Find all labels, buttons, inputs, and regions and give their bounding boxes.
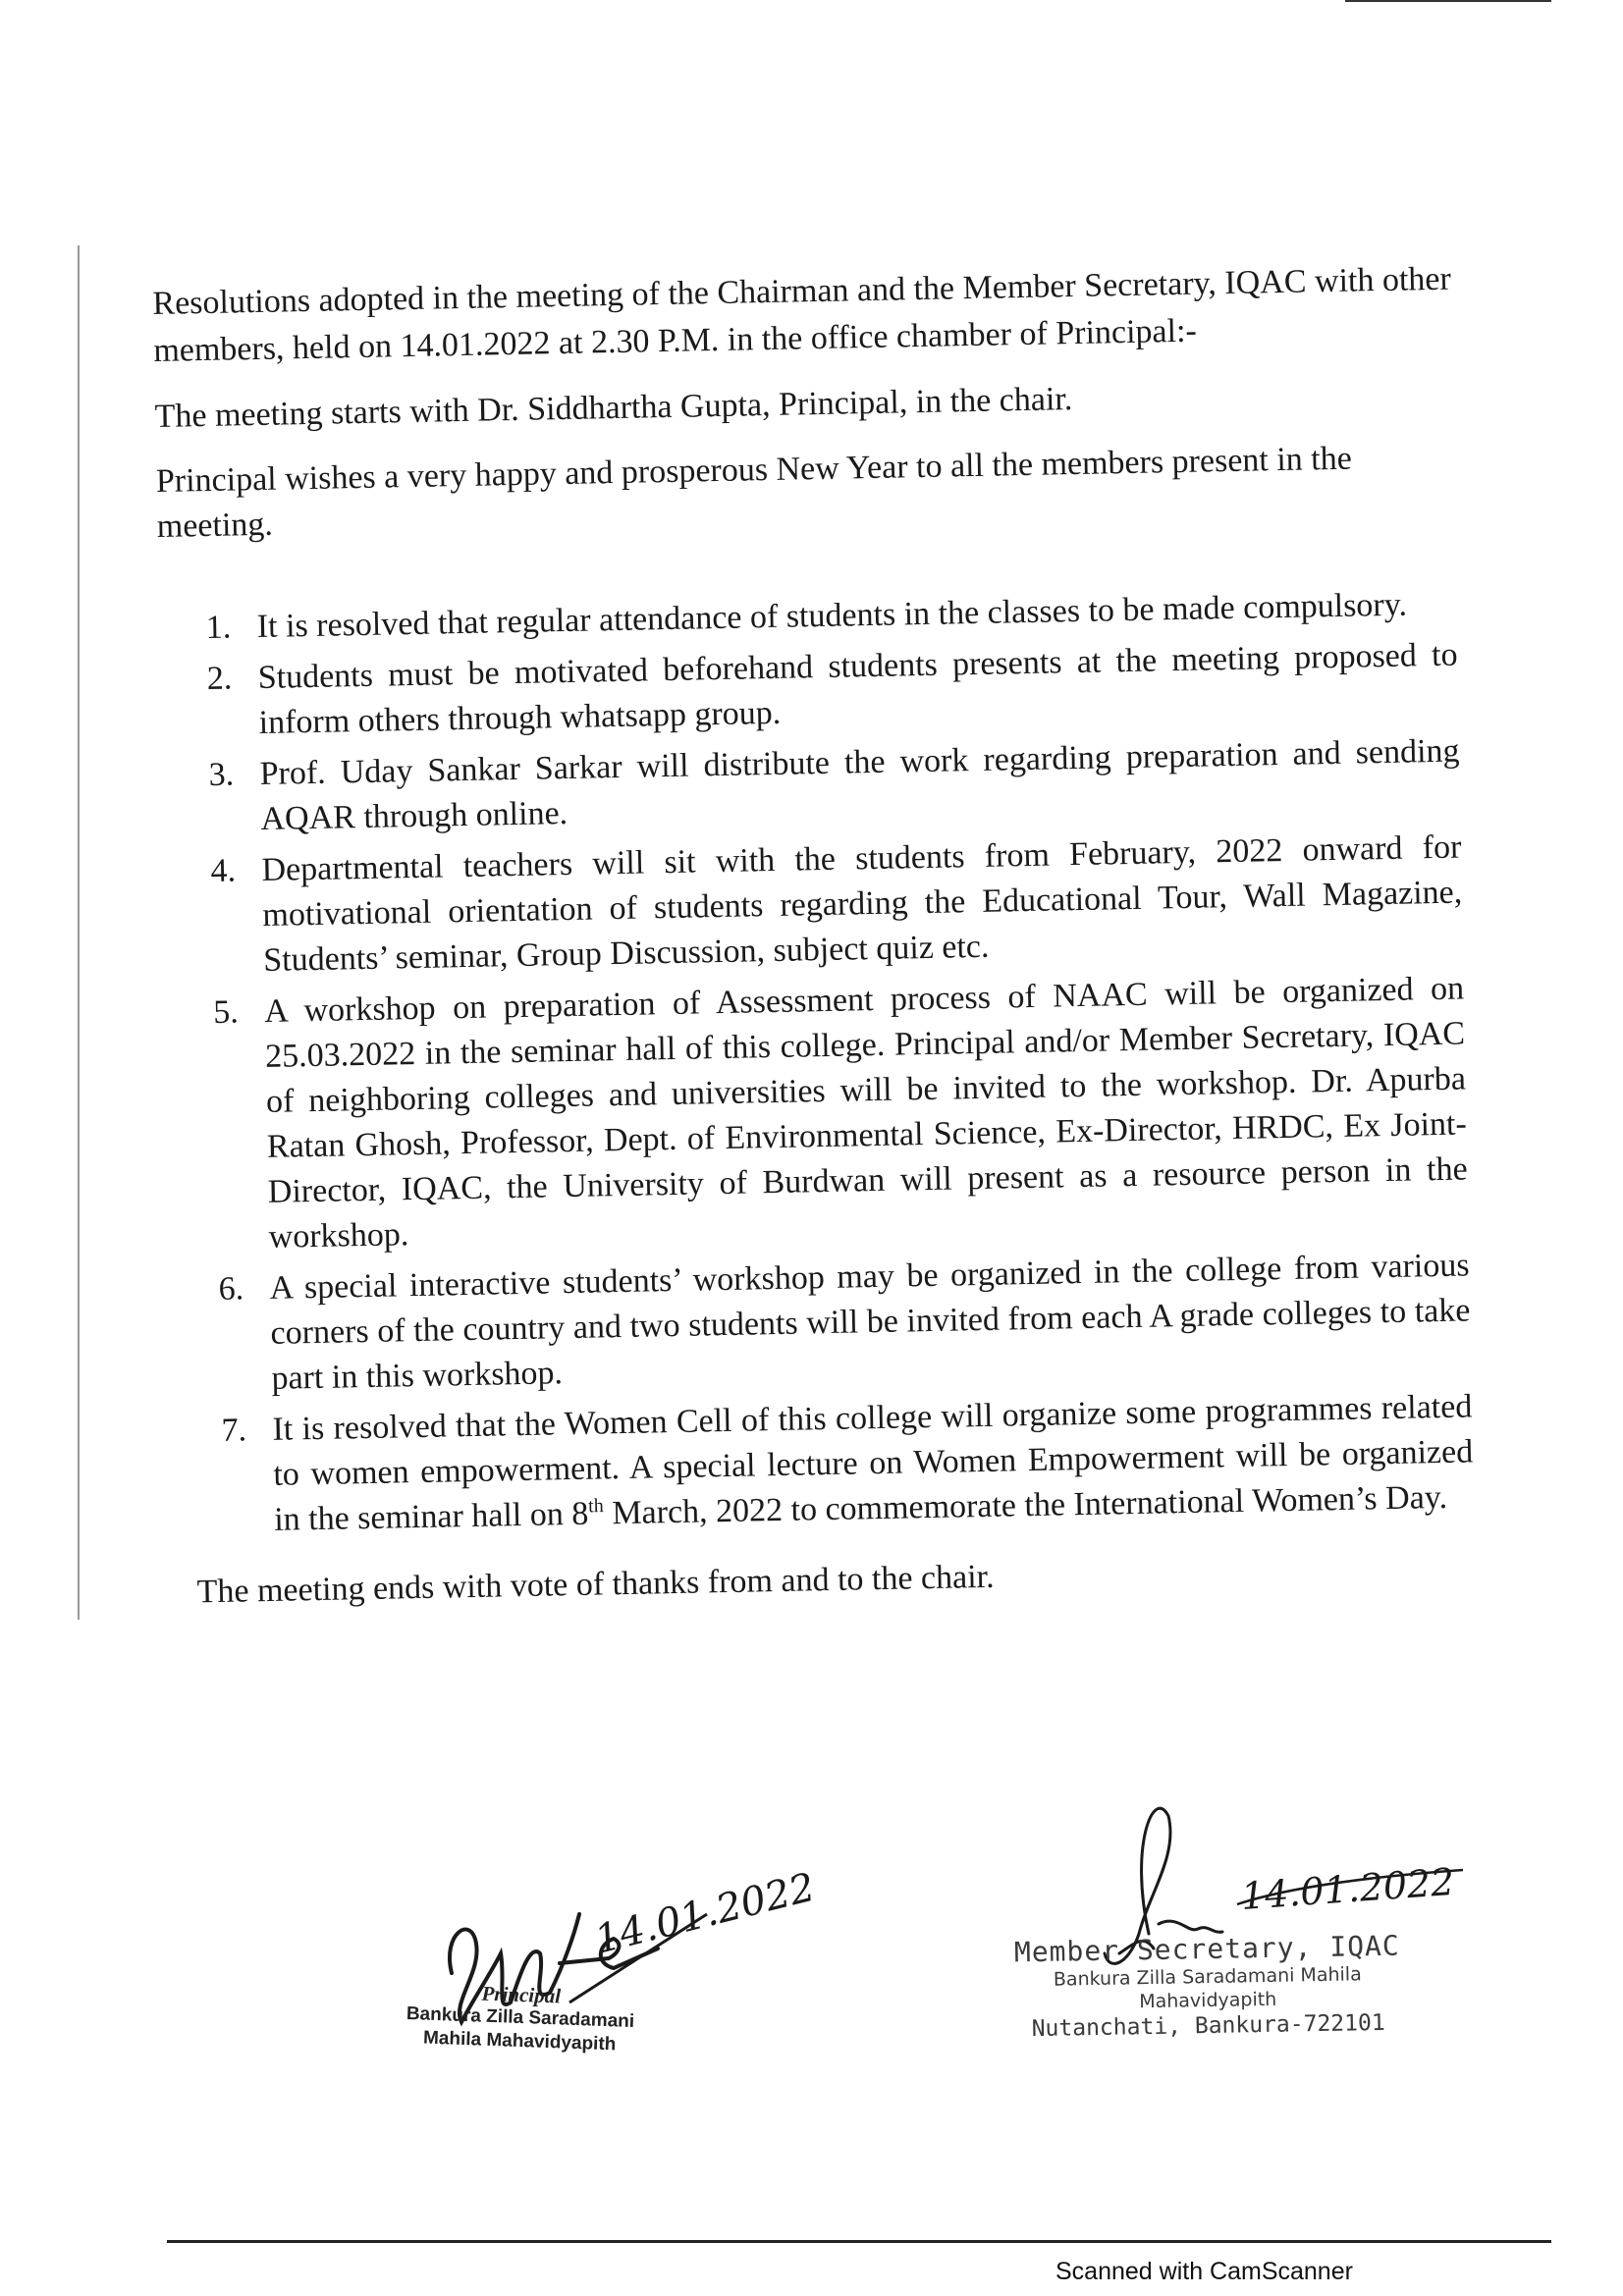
item-text: [272, 1384, 1482, 1543]
item-text: Prof. Uday Sankar Sarkar will distribute the work regarding preparation and sending AQAR through online.: [259, 732, 1460, 837]
document-body: [152, 255, 1484, 1634]
item-text: It is resolved that regular attendance of students in the classes to be made compulsory.: [256, 586, 1408, 646]
stamp-line: Bankura Zilla Saradamani: [406, 2002, 635, 2033]
closing-line: The meeting ends with vote of thanks from and to the chair.: [196, 1558, 995, 1611]
list-item: [163, 825, 1471, 986]
item-number: 7.: [221, 1412, 247, 1449]
stamp-line: Mahila Mahavidyapith: [422, 2027, 617, 2056]
stamp-line: Bankura Zilla Saradamani Mahila Mahavidyapith: [1053, 1963, 1362, 2013]
member-secretary-signature-date: 14.01.2022: [1239, 1859, 1456, 1918]
item-text: Students must be motivated beforehand students presents at the meeting proposed to inform others through whatsapp group.: [257, 636, 1458, 741]
scan-edge-top: [1345, 0, 1551, 2]
scan-edge-left: [78, 245, 80, 1620]
footer-rule: [167, 2240, 1551, 2243]
item-number: 3.: [208, 756, 235, 793]
principal-signature-date: 14.01.2022: [590, 1864, 820, 1963]
item-text-part: It is resolved that the Women Cell of this college will organize some programmes related to women empowerment. A special lecture on Women Empowerment will be organized in the seminar hall on 8: [272, 1388, 1474, 1538]
ordinal-suffix: th: [587, 1495, 604, 1518]
list-item: [159, 632, 1467, 748]
intro-wishes: Principal wishes a very happy and prosperous New Year to all the members present in the meeting.: [155, 440, 1353, 545]
list-item: [161, 728, 1469, 844]
item-number: 5.: [212, 993, 240, 1031]
item-text: A workshop on preparation of Assessment process of NAAC will be organized on 25.03.2022 in the seminar hall of this college. Principal and/or Member Secretary, IQAC of neighboring colleges and universities will be invited to the workshop. Dr. Apurba Ratan Ghosh, Professor, Dept. of Environmental Science, Ex-Director, HRDC, Ex Joint-Director, IQAC, the University of Burdwan will present as a resource person in the workshop.: [263, 970, 1468, 1255]
principal-stamp: [382, 1978, 659, 2058]
list-item: [171, 1243, 1479, 1404]
list-item: [166, 966, 1477, 1261]
stamp-title: Member Secretary, IQAC: [1013, 1929, 1401, 1969]
intro-chair: The meeting starts with Dr. Siddhartha Gupta, Principal, in the chair.: [154, 381, 1073, 435]
item-number: 1.: [205, 609, 232, 647]
item-text-part: March, 2022 to commemorate the International Women’s Day.: [603, 1478, 1448, 1532]
member-secretary-stamp: [991, 1930, 1425, 2044]
item-text: A special interactive students’ workshop may be organized in the college from various corners of the country and two students will be invited from each A grade colleges to take part in this workshop.: [269, 1247, 1471, 1397]
stamp-role: Principal: [481, 1981, 562, 2008]
stamp-line: Nutanchati, Bankura-722101: [1031, 2009, 1385, 2043]
item-number: 4.: [210, 852, 237, 889]
item-number: 6.: [218, 1270, 244, 1308]
meeting-heading: Resolutions adopted in the meeting of the Chairman and the Member Secretary, IQAC with other members, held on 14.01.2022 at 2.30 P.M. in the office chamber of Principal:-: [152, 260, 1452, 369]
camscanner-watermark: Scanned with CamScanner: [1055, 2258, 1353, 2285]
list-item: [174, 1384, 1482, 1545]
item-text: Departmental teachers will sit with the students from February, 2022 onward for motivational orientation of students regarding the Educational Tour, Wall Magazine, Students’ seminar, Group Discussion, subject quiz etc.: [261, 828, 1463, 979]
resolution-list: [158, 581, 1482, 1544]
item-number: 2.: [206, 660, 233, 698]
